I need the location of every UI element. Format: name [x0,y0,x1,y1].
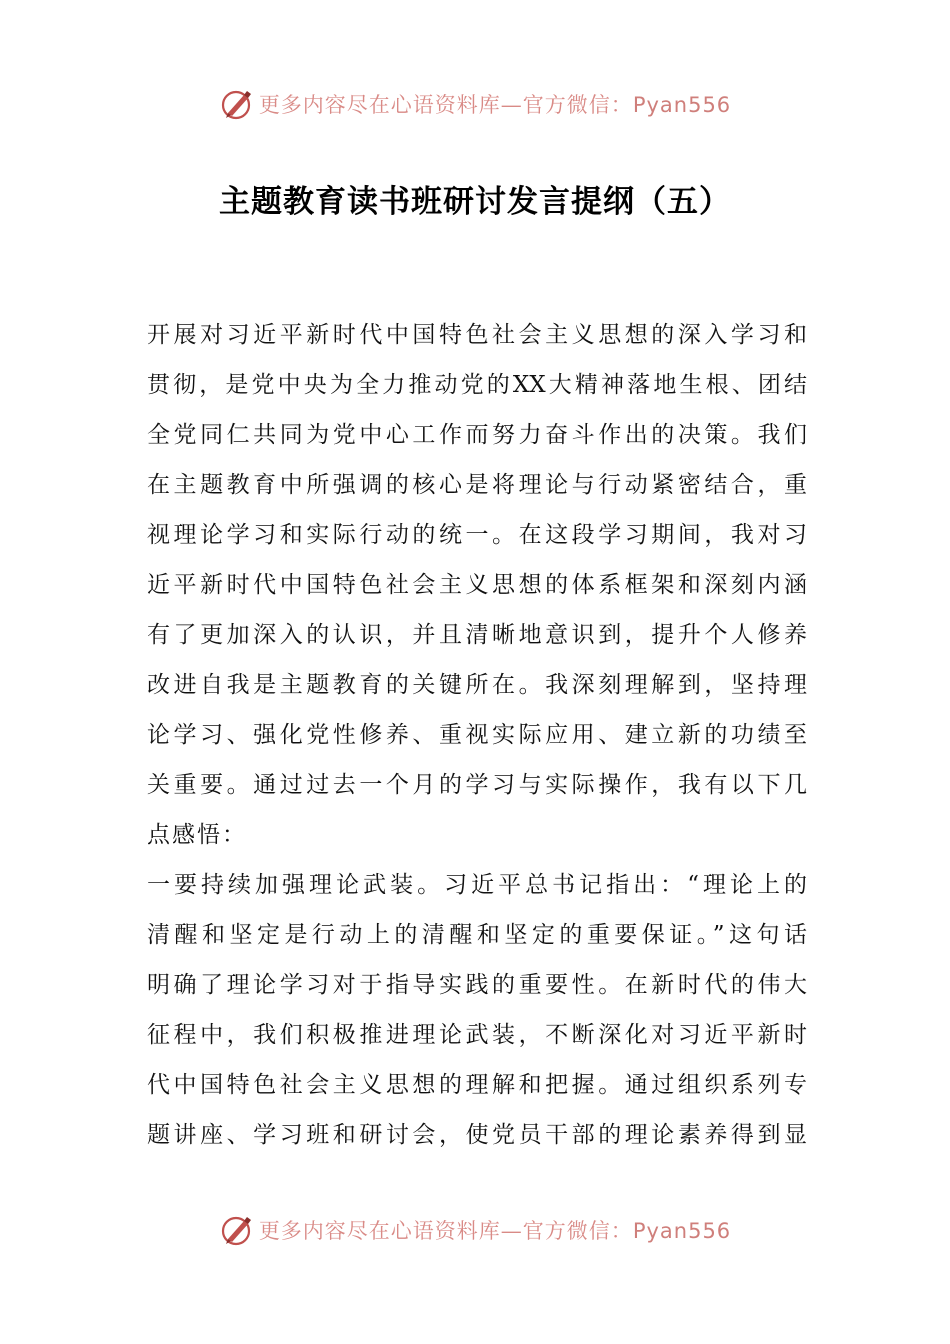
document-body [147,310,807,1160]
body-line: 清醒和坚定是行动上的清醒和坚定的重要保证。”这句话 [147,922,807,948]
watermark-text [259,89,731,119]
body-line: 代中国特色社会主义思想的理解和把握。通过组织系列专 [147,1072,807,1098]
body-line: 论学习、强化党性修养、重视实际应用、建立新的功绩至 [147,722,807,748]
body-line: 改进自我是主题教育的关键所在。我深刻理解到，坚持理 [147,672,807,698]
body-line: 有了更加深入的认识，并且清晰地意识到，提升个人修养 [147,622,807,648]
pen-logo-icon [219,1212,255,1248]
header-watermark [0,82,950,126]
body-line: 贯彻，是党中央为全力推动党的XX大精神落地生根、团结 [147,372,807,398]
page-title: 主题教育读书班研讨发言提纲（五） [219,184,731,220]
watermark-label: 更多内容尽在心语资料库—官方微信： [258,1219,633,1243]
watermark-wechat-id: Pyan556 [632,93,732,117]
body-line: 近平新时代中国特色社会主义思想的体系框架和深刻内涵 [147,572,807,598]
body-line: 明确了理论学习对于指导实践的重要性。在新时代的伟大 [147,972,807,998]
body-line: 在主题教育中所强调的核心是将理论与行动紧密结合，重 [147,472,807,498]
watermark-wechat-id: Pyan556 [632,1219,732,1243]
body-line: 点感悟： [147,822,247,848]
watermark-label: 更多内容尽在心语资料库—官方微信： [258,93,633,117]
watermark-text [259,1215,731,1245]
body-line: 一要持续加强理论武装。习近平总书记指出：“理论上的 [147,872,807,898]
pen-logo-icon [219,86,255,122]
body-line: 征程中，我们积极推进理论武装，不断深化对习近平新时 [147,1022,807,1048]
body-line: 关重要。通过过去一个月的学习与实际操作，我有以下几 [147,772,807,798]
body-line: 题讲座、学习班和研讨会，使党员干部的理论素养得到显 [147,1122,807,1148]
body-line: 开展对习近平新时代中国特色社会主义思想的深入学习和 [147,322,807,348]
body-line: 视理论学习和实际行动的统一。在这段学习期间，我对习 [147,522,807,548]
footer-watermark [0,1208,950,1252]
body-line: 全党同仁共同为党中心工作而努力奋斗作出的决策。我们 [147,422,807,448]
